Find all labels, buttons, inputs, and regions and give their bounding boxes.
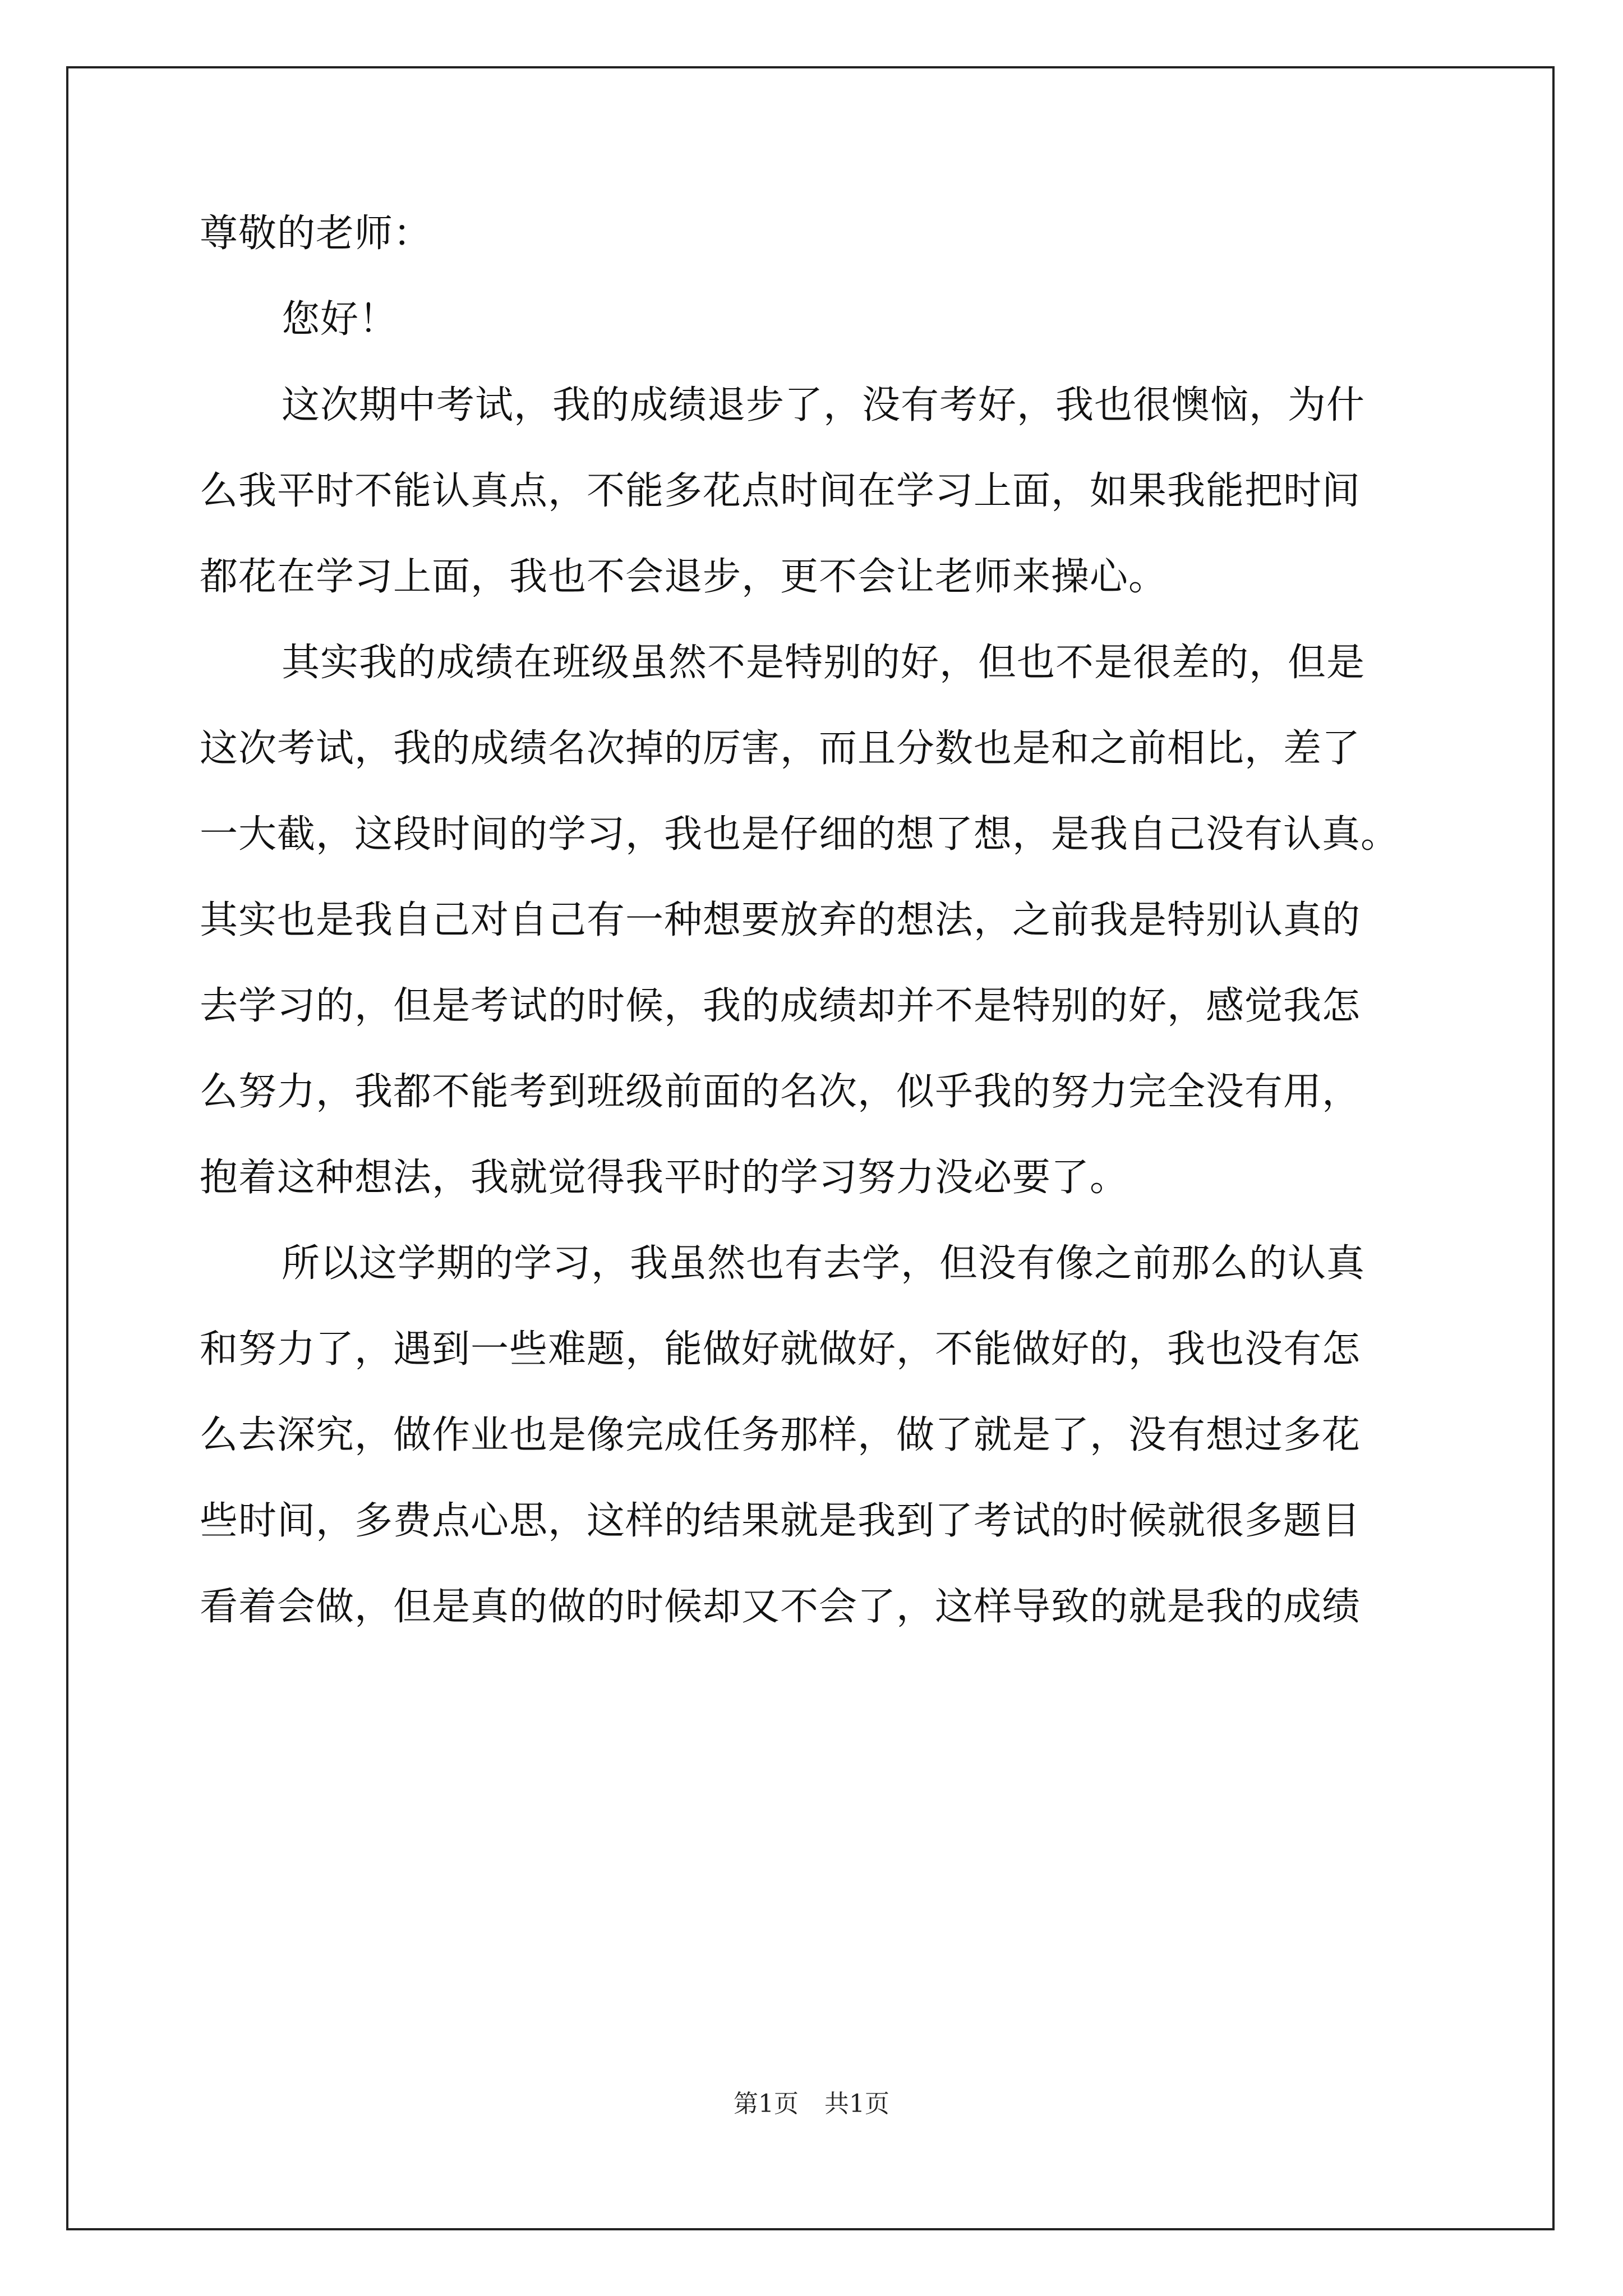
text-line: 所以这学期的学习，我虽然也有去学，但没有像之前那么的认真 bbox=[282, 1241, 1366, 1286]
text-line: 其实也是我自己对自己有一种想要放弃的想法，之前我是特别认真的 bbox=[200, 898, 1361, 942]
text-line: 其实我的成绩在班级虽然不是特别的好，但也不是很差的，但是 bbox=[282, 641, 1366, 685]
salutation: 尊敬的老师： bbox=[200, 211, 432, 256]
text-line: 和努力了，遇到一些难题，能做好就做好，不能做好的，我也没有怎 bbox=[200, 1327, 1361, 1372]
text-line: 么去深究，做作业也是像完成任务那样，做了就是了，没有想过多花 bbox=[200, 1413, 1361, 1457]
page-number-total: 共1页 bbox=[824, 2090, 889, 2118]
text-line: 么我平时不能认真点，不能多花点时间在学习上面，如果我能把时间 bbox=[200, 469, 1361, 513]
text-line: 抱着这种想法，我就觉得我平时的学习努力没必要了。 bbox=[200, 1156, 1129, 1200]
text-line: 一大截，这段时间的学习，我也是仔细的想了想，是我自己没有认真。 bbox=[200, 812, 1400, 857]
text-line: 么努力，我都不能考到班级前面的名次，似乎我的努力完全没有用， bbox=[200, 1070, 1361, 1114]
text-line: 些时间，多费点心思，这样的结果就是我到了考试的时候就很多题目 bbox=[200, 1499, 1361, 1543]
greeting: 您好！ bbox=[282, 297, 398, 342]
text-line: 这次考试，我的成绩名次掉的厉害，而且分数也是和之前相比，差了 bbox=[200, 726, 1361, 771]
text-line: 都花在学习上面，我也不会退步，更不会让老师来操心。 bbox=[200, 555, 1168, 599]
text-line: 看着会做，但是真的做的时候却又不会了，这样导致的就是我的成绩 bbox=[200, 1585, 1361, 1629]
text-line: 去学习的，但是考试的时候，我的成绩却并不是特别的好，感觉我怎 bbox=[200, 984, 1361, 1028]
text-line: 这次期中考试，我的成绩退步了，没有考好，我也很懊恼，为什 bbox=[282, 383, 1366, 427]
page-footer bbox=[0, 2083, 1623, 2119]
page-number-current: 第1页 bbox=[734, 2090, 799, 2118]
